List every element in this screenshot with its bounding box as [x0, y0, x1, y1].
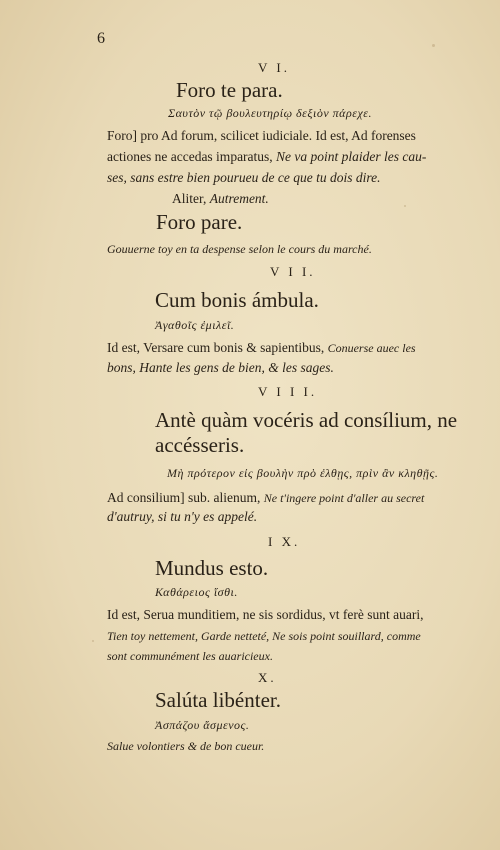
aliter-line [172, 191, 269, 207]
section-heading: Antè quàm vocéris ad consílium, ne [155, 408, 458, 432]
paper-speck [432, 44, 435, 47]
gloss-line [107, 149, 426, 165]
gloss-line: d'autruy, si tu n'y es appelé. [107, 509, 258, 524]
greek-line: Καθάρειος ἴσθι. [155, 585, 238, 599]
paper-speck [404, 205, 406, 207]
latin-text: Aliter, [172, 191, 210, 206]
greek-line: Σαυτὸν τῷ βουλευτηρίῳ δεξιὸν πάρεχε. [168, 106, 372, 120]
gloss-line: Gouuerne toy en ta despense selon le cours du marché. [107, 242, 372, 256]
paper-speck [92, 640, 94, 642]
section-heading: Foro te para. [176, 78, 283, 102]
gloss-line [107, 490, 424, 506]
french-text: Autrement. [209, 191, 269, 206]
greek-line: Μὴ πρότερον εἰς βουλὴν πρὸ ἐλθῃς, πρὶν ἂν κληθῇς. [167, 466, 439, 480]
greek-line: Ἀγαθοῖς ἐμιλεῖ. [155, 318, 235, 332]
latin-text: actiones ne accedas imparatus, [107, 149, 277, 164]
section-numeral: X. [258, 670, 277, 685]
section-numeral: I X. [268, 534, 301, 549]
gloss-line [107, 340, 416, 356]
greek-line: Ἀσπάζου ἄσμενος. [155, 718, 250, 732]
section-heading: Salúta libénter. [155, 688, 281, 712]
section-heading: Foro pare. [156, 210, 243, 234]
section-heading-continuation: accésseris. [155, 433, 245, 457]
gloss-line: Foro] pro Ad forum, scilicet iudiciale. Id est, Ad forenses [107, 128, 416, 143]
section-numeral: V I I. [270, 264, 316, 279]
section-numeral: V I I I. [258, 384, 318, 399]
latin-text: Id est, Versare cum bonis & sapientibus, [107, 340, 328, 355]
french-text: Conuerse auec les [327, 341, 416, 355]
gloss-line: Salue volontiers & de bon cueur. [107, 739, 265, 753]
gloss-line: Tien toy nettement, Garde netteté, Ne sois point souillard, comme [107, 629, 421, 643]
gloss-line: bons, Hante les gens de bien, & les sages. [107, 360, 334, 375]
gloss-line: Id est, Serua munditiem, ne sis sordidus, vt ferè sunt auari, [107, 607, 424, 622]
section-numeral: V I. [258, 60, 290, 75]
section-heading: Cum bonis ámbula. [155, 288, 319, 312]
gloss-line: ses, sans estre bien pourueu de ce que tu dois dire. [107, 170, 381, 185]
section-heading: Mundus esto. [155, 556, 269, 580]
french-text: Ne va point plaider les cau- [276, 149, 427, 164]
gloss-line: sont communément les auaricieux. [107, 649, 273, 663]
french-text: Ne t'ingere point d'aller au secret [263, 491, 425, 505]
page-number: 6 [97, 30, 105, 47]
latin-text: Ad consilium] sub. alienum, [107, 490, 264, 505]
